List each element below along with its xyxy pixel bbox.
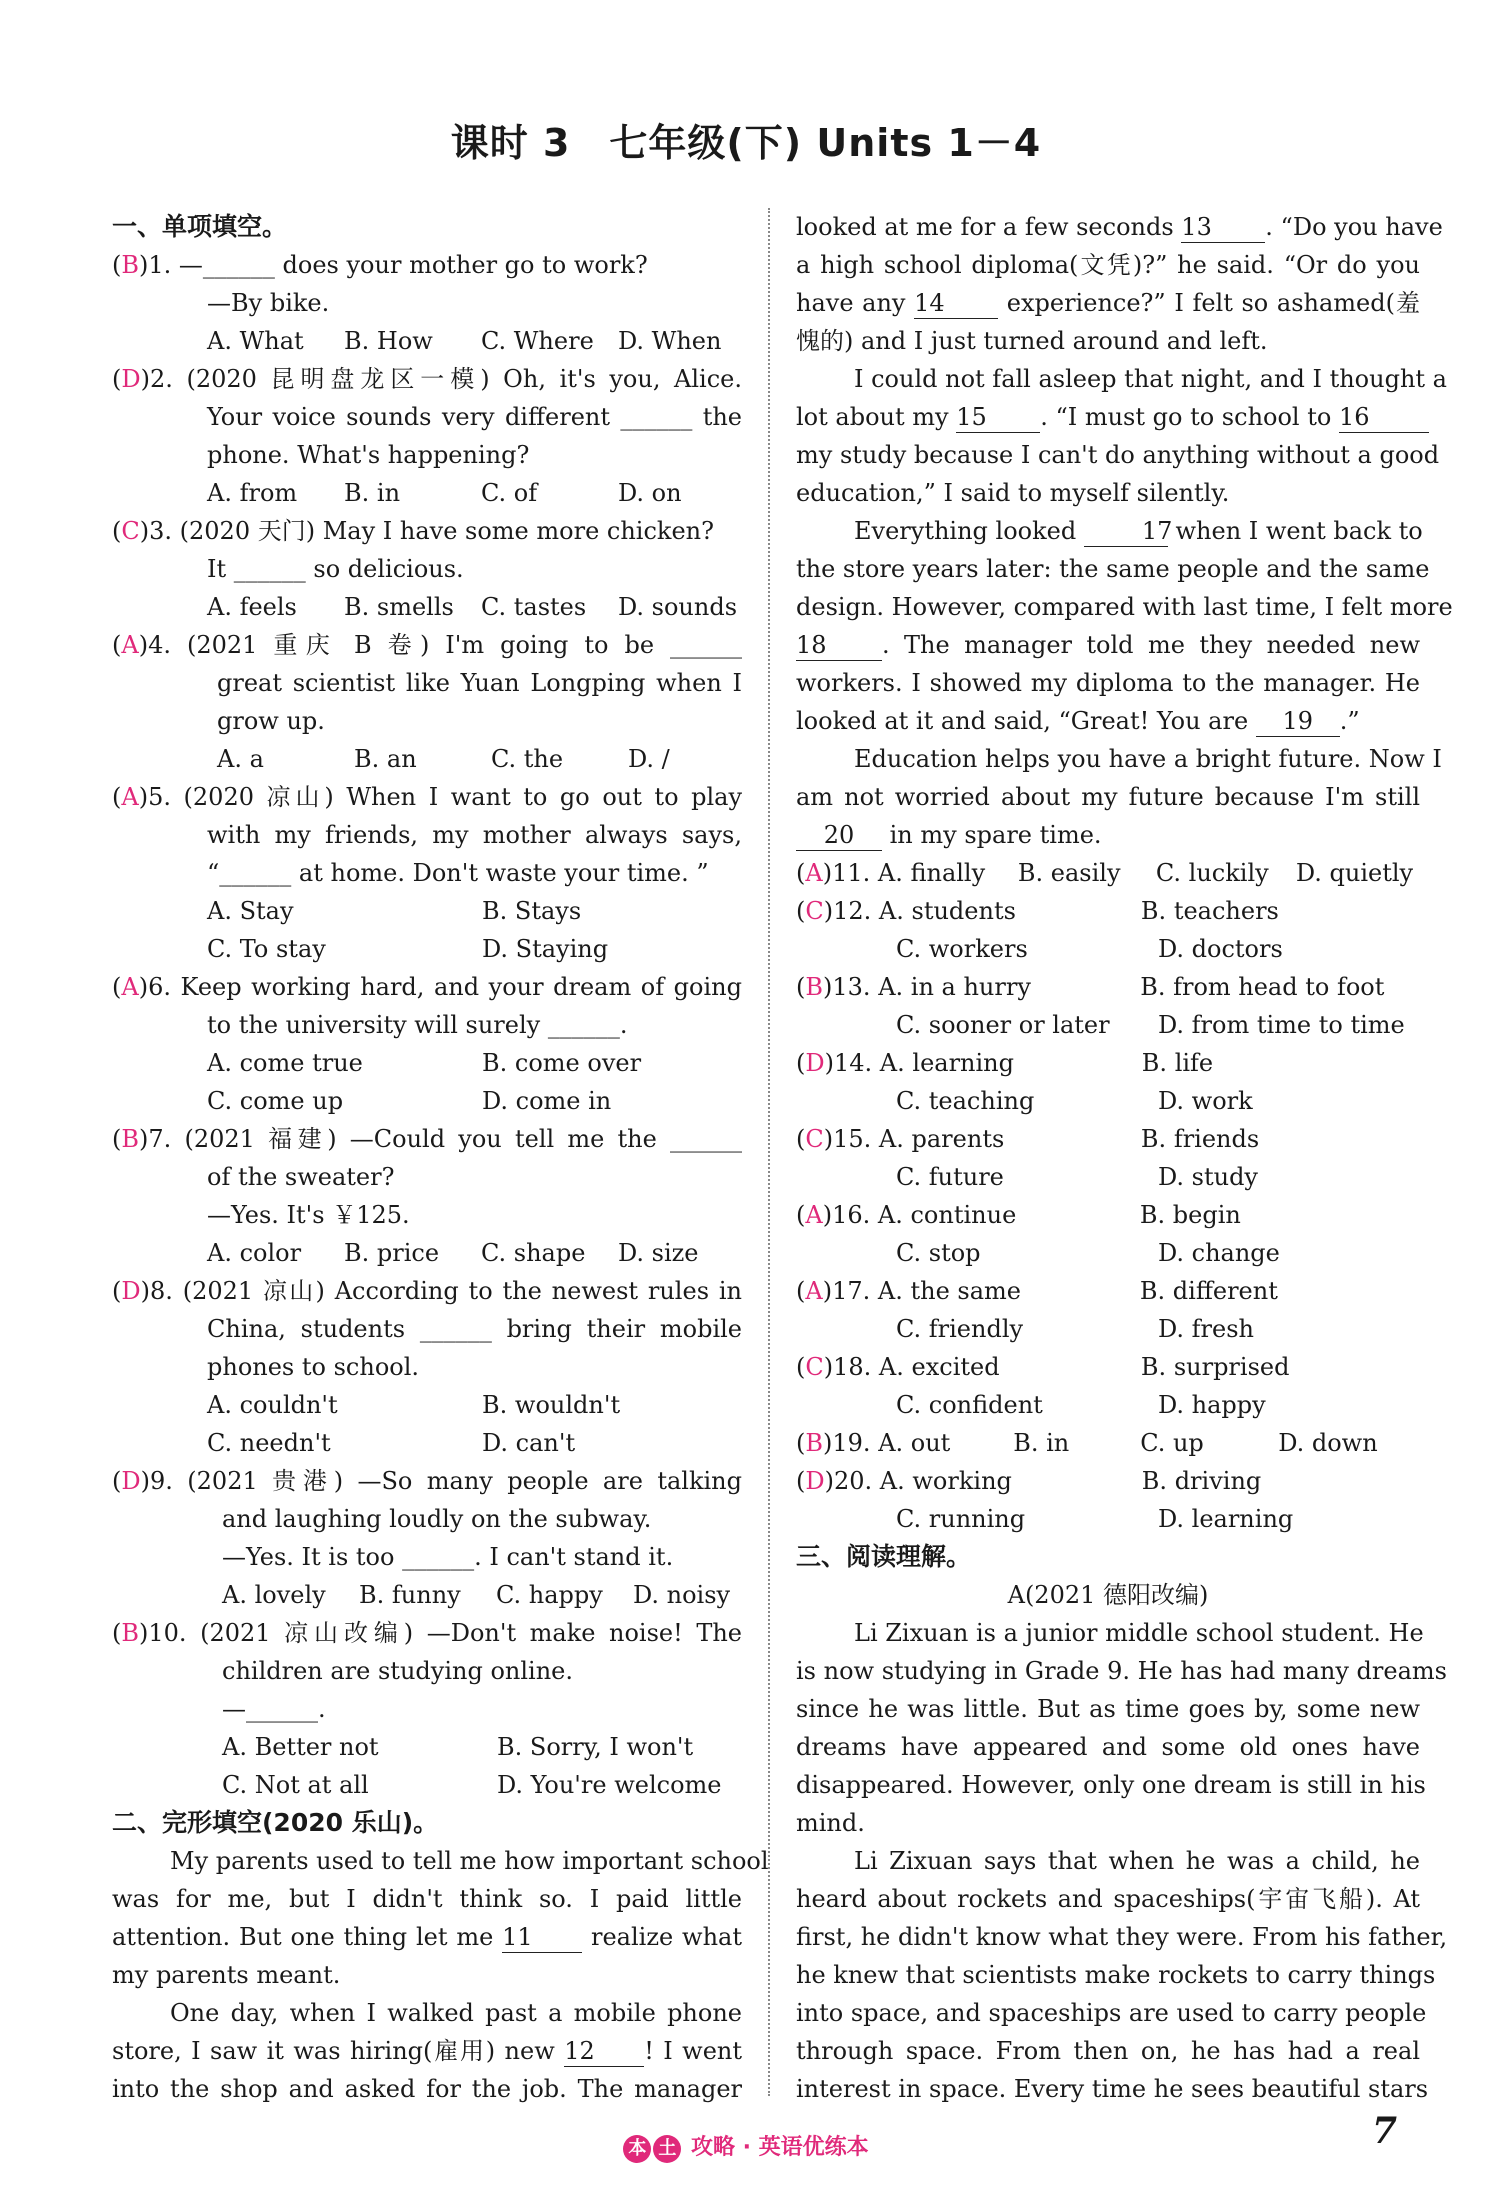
section-heading-2: 二、完形填空(2020 乐山)。 xyxy=(112,1808,439,1837)
question-2: (D)2. (2020 昆明盘龙区一模) Oh, it's you, Alice. xyxy=(112,365,742,393)
column-divider xyxy=(768,208,770,2096)
question-10: (B)10. (2021 凉山改编) —Don't make noise! The xyxy=(112,1619,742,1647)
cloze-paragraph: My parents used to tell me how important school xyxy=(170,1847,769,1875)
passage-heading: A(2021 德阳改编) xyxy=(1007,1581,1209,1609)
blank-12: 12 xyxy=(564,2036,644,2067)
options: A. a B. an C. the D. / xyxy=(217,745,670,773)
cloze-question-16: (A)16. A. continue B. begin xyxy=(796,1201,1241,1229)
options: A. color B. price C. shape D. size xyxy=(207,1239,699,1267)
blank-20: 20 xyxy=(796,820,882,851)
cloze-question-18: (C)18. A. excited B. surprised xyxy=(796,1353,1290,1381)
page-number: 7 xyxy=(1372,2110,1398,2152)
cloze-question-15: (C)15. A. parents B. friends xyxy=(796,1125,1260,1153)
footer-badge: 土 xyxy=(653,2135,681,2163)
options: C. To stay D. Staying xyxy=(207,935,609,963)
options: A. come true B. come over xyxy=(207,1049,642,1077)
blank-14: 14 xyxy=(914,288,998,319)
question-1: (B)1. —______ does your mother go to work? xyxy=(112,251,648,279)
footer xyxy=(0,2130,1492,2163)
options: A. Better not B. Sorry, I won't xyxy=(222,1733,694,1761)
blank-18: 18 xyxy=(796,630,882,661)
question-7: (B)7. (2021 福建) —Could you tell me the ______ xyxy=(112,1125,742,1153)
footer-text: 攻略 · 英语优练本 xyxy=(690,2135,869,2160)
section-heading-3: 三、阅读理解。 xyxy=(796,1542,972,1571)
options: A. What B. How C. Where D. When xyxy=(207,327,722,355)
options: A. couldn't B. wouldn't xyxy=(207,1391,621,1419)
blank-16: 16 xyxy=(1339,402,1429,433)
section-heading-1: 一、单项填空。 xyxy=(112,212,288,241)
cloze-question-13: (B)13. A. in a hurry B. from head to foot xyxy=(796,973,1385,1001)
blank-13: 13 xyxy=(1181,212,1265,243)
options: A. lovely B. funny C. happy D. noisy xyxy=(222,1581,731,1609)
cloze-question-17: (A)17. A. the same B. different xyxy=(796,1277,1278,1305)
question-4: (A)4. (2021 重庆 B 卷) I'm going to be ______ xyxy=(112,631,742,659)
footer-badge: 本 xyxy=(623,2135,651,2163)
page-title: 课时 3 七年级(下) Units 1－4 xyxy=(450,121,1042,165)
blank-19: 19 xyxy=(1256,706,1340,737)
answer-mark: B xyxy=(121,251,140,279)
options: C. needn't D. can't xyxy=(207,1429,576,1457)
question-3: (C)3. (2020 天门) May I have some more chicken? xyxy=(112,517,714,545)
cloze-question-12: (C)12. A. students B. teachers xyxy=(796,897,1279,925)
blank-15: 15 xyxy=(956,402,1040,433)
options: C. come up D. come in xyxy=(207,1087,612,1115)
cloze-question-11: (A)11. A. finally B. easily C. luckily D. quietly xyxy=(796,859,1414,887)
options: A. feels B. smells C. tastes D. sounds xyxy=(207,593,738,621)
cloze-question-20: (D)20. A. working B. driving xyxy=(796,1467,1262,1495)
blank-11: 11 xyxy=(502,1922,582,1953)
question-8: (D)8. (2021 凉山) According to the newest rules in xyxy=(112,1277,742,1305)
question-9: (D)9. (2021 贵港) —So many people are talking xyxy=(112,1467,742,1495)
cloze-question-19: (B)19. A. out B. in C. up D. down xyxy=(796,1429,1378,1457)
options: A. from B. in C. of D. on xyxy=(207,479,682,507)
options: C. Not at all D. You're welcome xyxy=(222,1771,722,1799)
question-5: (A)5. (2020 凉山) When I want to go out to play xyxy=(112,783,742,811)
left-column: 一、单项填空。 (B)1. —______ does your mother go to work? —By bike. A. What B. How C. Where D. When (D)2. (2020 昆明盘龙区一模) Oh, it's you, Alice. Your voice sounds very different ______ the phone. What's happening? A. from B. in C. of D. on (C)3. (2020 天门) May I have some more chicken? It ______ so delicious. A. feels B. smells C. tastes D. sounds (A)4. (2021 重庆 B 卷) I'm going to be ______ great scientist like Yuan Longping when I grow up. A. a B. an C. the D. / (A)5. (2020 凉山) When I want to go out to play with my friends, my mother always says, “______ at home. Don't waste your time. ” A. Stay B. Stays C. To stay D. Staying (A)6. Keep working hard, and your dream of going to the university will surely ______. A. come true B. come over C. come up D. come in (B)7. (2021 福建) —Could you tell me the ______ of the sweater? —Yes. It's ￥125. A. color B. price C. shape D. size (D)8. (2021 凉山) According to the newest rules in China, students ______ bring their mobile phones to school. A. couldn't B. wouldn't C. needn't D. can't (D)9. (2021 贵港) —So many people are talking and laughing loudly on the subway. —Yes. It is too ______. I can't stand it. A. lovely B. funny C. happy D. noisy (B)10. (2021 凉山改编) —Don't make noise! The children are studying online. —______. A. Better not B. Sorry, I won't C. Not at all D. You're welcome 二、完形填空(2020 乐山)。 My parents used to tell me how important school was for me, but I didn't think so. I paid little attention. But one thing let me 11 realize what my parents meant. One day, when I walked past a mobile phone store, I saw it was hiring(雇用) new 12 ! I went into the shop and asked for the job. The manager xyxy=(112,208,742,2108)
right-column: looked at me for a few seconds 13 . “Do you have a high school diploma(文凭)?” he said. “Or do you have any 14 experience?” I felt so ashamed(羞 愧的) and I just turned around and left. I could not fall asleep that night, and I thought a lot about my 15 . “I must go to school to 16 my study because I can't do anything without a good education,” I said to myself silently. Everything looked 17 when I went back to the store years later: the same people and the same design. However, compared with last time, I felt more 18 . The manager told me they needed new workers. I showed my diploma to the manager. He looked at it and said, “Great! You are 19 .” Education helps you have a bright future. Now I am not worried about my future because I'm still 20 in my spare time. (A)11. A. finally B. easily C. luckily D. quietly (C)12. A. students B. teachers C. workers D. doctors (B)13. A. in a hurry B. from head to foot C. sooner or later D. from time to time (D)14. A. learning B. life C. teaching D. work (C)15. A. parents B. friends C. future D. study (A)16. A. continue B. begin C. stop D. change (A)17. A. the same B. different C. friendly D. fresh (C)18. A. excited B. surprised C. confident D. happy (B)19. A. out B. in C. up D. down (D)20. A. working B. driving C. running D. learning 三、阅读理解。 A(2021 德阳改编) Li Zixuan is a junior middle school student. He is now studying in Grade 9. He has had many dreams since he was little. But as time goes by, some new dreams have appeared and some old ones have disappeared. However, only one dream is still in his mind. Li Zixuan says that when he was a child, he heard about rockets and spaceships(宇宙飞船). At first, he didn't know what they were. From his father, he knew that scientists make rockets to carry things into space, and spaceships are used to carry people through space. From then on, he has had a real interest in space. Every time he sees beautiful stars xyxy=(796,213,1453,2103)
cloze-question-14: (D)14. A. learning B. life xyxy=(796,1049,1214,1077)
options: A. Stay B. Stays xyxy=(207,897,582,925)
reading-passage: Li Zixuan is a junior middle school student. He xyxy=(854,1619,1424,1647)
question-6: (A)6. Keep working hard, and your dream of going xyxy=(112,973,742,1001)
blank-17: 17 xyxy=(1084,516,1168,547)
